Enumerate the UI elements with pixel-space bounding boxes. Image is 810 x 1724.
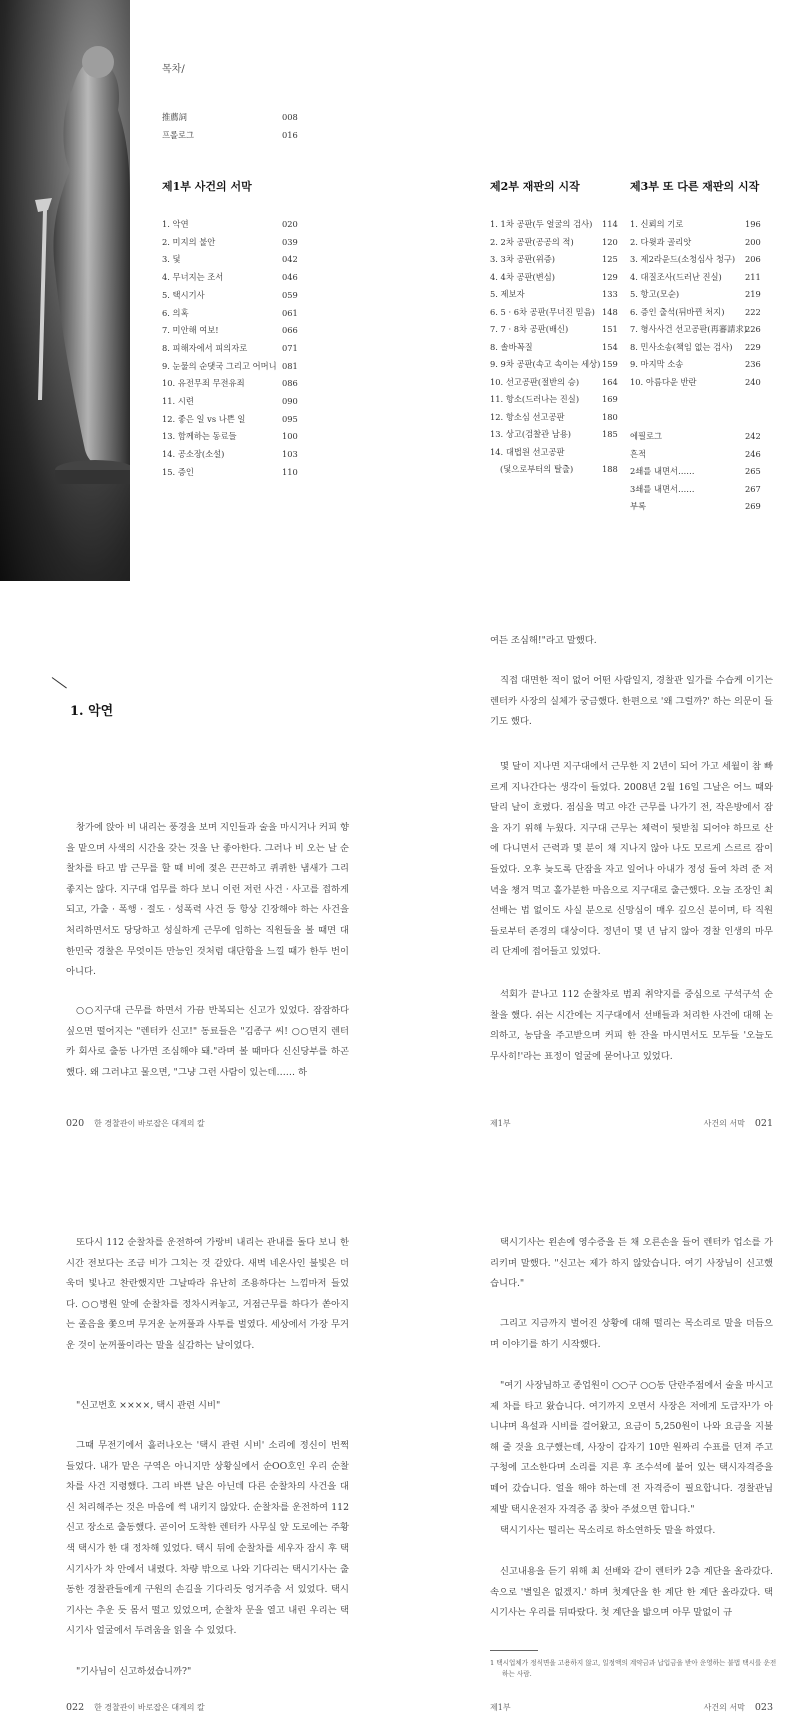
part-label: 제1부	[490, 1119, 511, 1128]
toc-entry[interactable]: 4. 대질조사(드러난 진실) 211	[630, 271, 761, 282]
toc-entry[interactable]: 10. 선고공판(절반의 승) 164	[490, 376, 618, 387]
running-title: 사건의 서막	[703, 1119, 745, 1128]
toc-entry[interactable]: 8. 솔바꼭질 154	[490, 341, 618, 352]
paragraph: ○○지구대 근무를 하면서 가끔 반복되는 신고가 있었다. 잠잠하다 싶으면 떨어지는 "렌터카 신고!" 동료들은 "김종구 씨! ○○면지 렌터카 회사로 출동 나가면 조심해야 돼."라며 볼 때마다 신신당부를 하곤 했다. 왜 그러냐고 물으면, "그냥 그런 사람이 있는데…… 하	[66, 1005, 349, 1078]
paragraph: 석회가 끝나고 112 순찰차로 범죄 취약지를 중심으로 구석구석 순찰을 했다. 쉬는 시간에는 지구대에서 선배들과 처리한 사건에 대해 논의하고, 농담을 주고받으며 커피 한 잔을 마시면서도 모두들 '오늘도 무사히!'라는 표정이 얼굴에 묻어나고 있었다.	[490, 989, 773, 1062]
toc-entry[interactable]: 15. 증인 110	[162, 466, 298, 477]
toc-entry[interactable]: 13. 함께하는 동료들 100	[162, 431, 298, 442]
toc-heading: 목차/	[162, 64, 185, 75]
running-title: 사건의 서막	[703, 1703, 745, 1712]
toc-entry[interactable]: 4. 4차 공판(변심) 129	[490, 271, 618, 282]
toc-entry[interactable]: 5. 제보자 133	[490, 289, 618, 299]
page-number: 022	[66, 1702, 85, 1713]
toc-entry[interactable]: 1. 신뢰의 기로 196	[630, 219, 761, 229]
toc-entry[interactable]: 3쇄를 내면서…… 267	[630, 483, 761, 494]
toc-entry[interactable]: 9. 마지막 소송 236	[630, 359, 761, 369]
footer-folio-021	[490, 1118, 773, 1129]
paragraph: 택시기사는 떨리는 목소리로 하소연하듯 말을 하였다.	[500, 1525, 716, 1536]
toc-entry[interactable]: 3. 3차 공판(위증) 125	[490, 254, 618, 264]
toc-entry[interactable]: 7. 7 · 8차 공판(배신) 151	[490, 324, 618, 334]
paragraph: 또다시 112 순찰차를 운전하여 가랑비 내리는 관내를 돌다 보니 한 시간 전보다는 조금 비가 그치는 것 같았다. 새벽 네온사인 불빛은 더욱더 빛나고 찬란했지만 그날따라 유난히 조용하다는 느낌마저 들었다. ○○병원 앞에 순찰차를 정차시켜놓고, 거점근무를 하다가 쏟아지는 졸음을 쫓으며 무거운 눈꺼풀과 사투를 벌였다. 세상에서 가장 무거운 것이 눈꺼풀이라는 말을 실감하는 날이었다.	[66, 1237, 349, 1351]
toc-entry[interactable]: 1. 악연 020	[162, 219, 298, 229]
page-number: 020	[66, 1118, 85, 1129]
paragraph: 그리고 지금까지 벌어진 상황에 대해 떨리는 목소리로 말을 더듬으며 이야기를 하기 시작했다.	[490, 1318, 773, 1350]
paragraph: 직접 대면한 적이 없어 어떤 사람일지, 경찰관 일가를 수습케 이기는 렌터카 사장의 실체가 궁금했다. 한편으로 '왜 그럴까?' 하는 의문이 들기도 했다.	[490, 675, 773, 728]
toc-entry[interactable]: 11. 항소(드러나는 진실) 169	[490, 394, 618, 404]
footer-folio-023	[490, 1702, 773, 1713]
part-2-title: 제2부 재판의 시작	[490, 180, 580, 193]
toc-entry[interactable]: 5. 택시기사 059	[162, 289, 298, 300]
paragraph: 몇 달이 지나면 지구대에서 근무한 지 2년이 되어 가고 세월이 참 빠르게 지나간다는 생각이 들었다. 2008년 2월 16일 그날은 어느 때와 달리 날이 흐렸다. 점심을 먹고 야간 근무를 나가기 전, 작은방에서 잠을 자기 위해 누웠다. 지구대 근무는 체력이 뒷받침 되어야 하므로 산에 다니면서 근력과 몇 분이 채 지나지 않아 나도 모르게 스르르 잠이 들었다. 오후 늦도록 단잠을 자고 일어나 아내가 정성 들여 차려 준 저녁을 챙겨 먹고 홀가분한 마음으로 지구대로 출근했다. 오늘 조장인 최 선배는 법 없이도 사실 분으로 신망심이 매우 깊으신 분이며, 타 직원들로부터 존경의 대상이다. 정년이 몇 년 남지 않아 경찰 인생의 마무리 단계에 접어들고 있었다.	[490, 761, 773, 958]
footnote: 1 택시업체가 정식면을 고용하지 않고, 일정액의 계약금과 납입금을 받아 운영하는 불법 택시를 운전하는 사람.	[490, 1659, 777, 1678]
paragraph: 그때 무전기에서 흘러나오는 '택시 관련 시비' 소리에 정신이 번쩍 들었다. 내가 맡은 구역은 아니지만 상황실에서 순OO호인 우리 순찰차를 사건 지령했다. 그리 바쁜 날은 아닌데 다른 순찰차의 사건을 대신 처리해주는 것은 마음에 썩 내키지 않았다. 순찰차를 운전하여 112 신고 장소로 출동했다. 곧이어 도착한 렌터카 사무실 앞 도로에는 주황색 택시가 한 대 정차해 있었다. 택시 뒤에 순찰차를 세우자 잠시 후 택시기사가 차 안에서 내렸다. 차량 밖으로 나와 기다리는 택시기사는 출동한 경찰관들에게 구원의 손길을 기다리듯 엉거주춤 서 있었다. 택시기사는 추운 듯 몸서 떨고 있었으며, 순찰차 문을 열고 내린 우리는 택시기사 얼굴에서 두려움을 읽을 수 있었다.	[66, 1440, 349, 1637]
lady-justice-illustration	[0, 0, 130, 581]
toc-entry[interactable]: 프롤로그 016	[162, 130, 298, 140]
toc-entry[interactable]: 3. 제2라운드(소청심사 청구) 206	[630, 254, 761, 264]
toc-entry[interactable]: 11. 시련 090	[162, 396, 298, 406]
paragraph: "여기 사장님하고 종업원이 ○○구 ○○동 단란주점에서 술을 마시고 제 차를 타고 왔습니다. 여기까지 오면서 사장은 저에게 도급자¹가 아니냐며 욕설과 시비를 걸어왔고, 요금이 5,250원이 나와 요금을 지불해 줄 것을 요구했는데, 사장이 갑자기 10만 원짜리 수표를 던져 주고 구청에 고소한다며 소리를 지른 후 조수석에 붙어 있는 택시자격증을 떼어 갔습니다. 얼을 해야 하는데 전 자격증이 필요합니다. 경찰관님 제발 택시운전자 자격증 좀 찾아 주셨으면 합니다."	[490, 1380, 773, 1515]
toc-entry[interactable]: 7. 미안해 여보! 066	[162, 325, 298, 336]
part-3-title: 제3부 또 다른 재판의 시작	[630, 180, 760, 193]
part-label: 제1부	[490, 1703, 511, 1712]
paragraph: 여든 조심해!"라고 말했다.	[490, 635, 597, 646]
toc-entry[interactable]: 4. 무너지는 조서 046	[162, 272, 298, 283]
paragraph: 택시기사는 왼손에 영수증을 든 채 오른손을 들어 렌터카 업소를 가리키며 말했다. "신고는 제가 하지 않았습니다. 여기 사장님이 신고했습니다."	[490, 1237, 773, 1290]
paragraph: 신고내용을 듣기 위해 최 선배와 같이 렌터카 2층 계단을 올라갔다. 속으로 '별일은 없겠지.' 하며 첫계단을 한 계단 한 계단 올라갔다. 택시기사는 우리를 뒤따랐다. 첫 계단을 밟으며 아무 말없이 규	[490, 1566, 773, 1619]
paragraph: 창가에 앉아 비 내리는 풍경을 보며 지인들과 술을 마시거나 커피 향을 맡으며 사색의 시간을 갖는 것을 난 좋아한다. 그러나 비 오는 날 순찰차를 타고 밤 근무를 할 때 비에 젖은 끈끈하고 퀴퀴한 냄새가 그리 좋지는 않다. 지구대 업무를 하다 보니 이런 저런 사건 · 사고를 접하게 되고, 가출 · 폭행 · 절도 · 성폭력 사건 등 항상 긴장해야 하는 사건을 처리하면서도 당당하고 성실하게 근무에 임하는 직원들을 볼 때면 대한민국 경찰은 무엇이든 만능인 것처럼 대단함을 느낄 때가 한두 번이 아니다.	[66, 822, 349, 978]
toc-entry[interactable]: 2쇄를 내면서…… 265	[630, 466, 761, 476]
toc-entry[interactable]: (덫으로부터의 탈출) 188	[500, 464, 618, 474]
page-number: 021	[754, 1118, 773, 1129]
toc-entry[interactable]: 13. 상고(검찰관 남용) 185	[490, 429, 618, 439]
running-title: 한 경찰관이 바로잡은 대계의 칼	[94, 1119, 205, 1128]
toc-entry[interactable]: 흔적 246	[630, 448, 761, 459]
chapter-title: 1. 악연	[70, 704, 114, 719]
toc-entry[interactable]: 6. 의혹 061	[162, 307, 298, 318]
chapter-divider-mark	[52, 677, 67, 688]
toc-entry[interactable]: 推薦詞 008	[162, 112, 298, 122]
toc-entry[interactable]: 14. 대법원 선고공판	[490, 446, 565, 457]
footer-folio-022	[66, 1702, 205, 1713]
toc-entry[interactable]: 6. 증인 출석(뒤바뀐 처지) 222	[630, 306, 761, 317]
toc-entry[interactable]: 부록 269	[630, 501, 761, 511]
toc-entry[interactable]: 8. 피해자에서 피의자로 071	[162, 342, 298, 353]
toc-entry[interactable]: 8. 민사소송(책임 없는 검사) 229	[630, 341, 761, 352]
toc-entry[interactable]: 10. 아름다운 반란 240	[630, 376, 761, 387]
toc-entry[interactable]: 5. 항고(모순) 219	[630, 289, 761, 299]
footer-folio-020	[66, 1118, 205, 1129]
toc-entry[interactable]: 6. 5 · 6차 공판(무너진 믿음) 148	[490, 306, 618, 317]
toc-entry[interactable]: 14. 공소장(소설) 103	[162, 449, 298, 460]
paragraph: "기사님이 신고하셨습니까?"	[76, 1666, 192, 1677]
toc-entry[interactable]: 2. 2차 공판(공공의 적) 120	[490, 236, 618, 247]
toc-entry[interactable]: 12. 좋은 일 vs 나쁜 일 095	[162, 413, 298, 424]
toc-entry[interactable]: 12. 항소심 선고공판 180	[490, 411, 618, 422]
footnote-rule	[490, 1650, 538, 1651]
toc-entry[interactable]: 2. 미지의 불안 039	[162, 236, 298, 247]
toc-entry[interactable]: 에필로그 242	[630, 431, 761, 441]
toc-entry[interactable]: 9. 9차 공판(속고 속이는 세상) 159	[490, 359, 618, 369]
part-1-title: 제1부 사건의 서막	[162, 180, 252, 193]
toc-entry[interactable]: 3. 덫 042	[162, 254, 298, 265]
paragraph: "신고번호 ××××, 택시 관련 시비"	[76, 1400, 221, 1411]
toc-entry[interactable]: 1. 1차 공판(두 얼굴의 검사) 114	[490, 219, 618, 229]
toc-entry[interactable]: 10. 유전무죄 무전유죄 086	[162, 378, 298, 389]
toc-entry[interactable]: 7. 형사사건 선고공판(再審請求) 226	[630, 324, 761, 334]
toc-entry[interactable]: 2. 다윗과 골리앗 200	[630, 236, 761, 247]
toc-entry[interactable]: 9. 눈물의 순댓국 그리고 어머니 081	[162, 360, 298, 371]
cover-photo-lady-justice	[0, 0, 130, 581]
page-number: 023	[754, 1702, 773, 1713]
running-title: 한 경찰관이 바로잡은 대계의 칼	[94, 1703, 205, 1712]
